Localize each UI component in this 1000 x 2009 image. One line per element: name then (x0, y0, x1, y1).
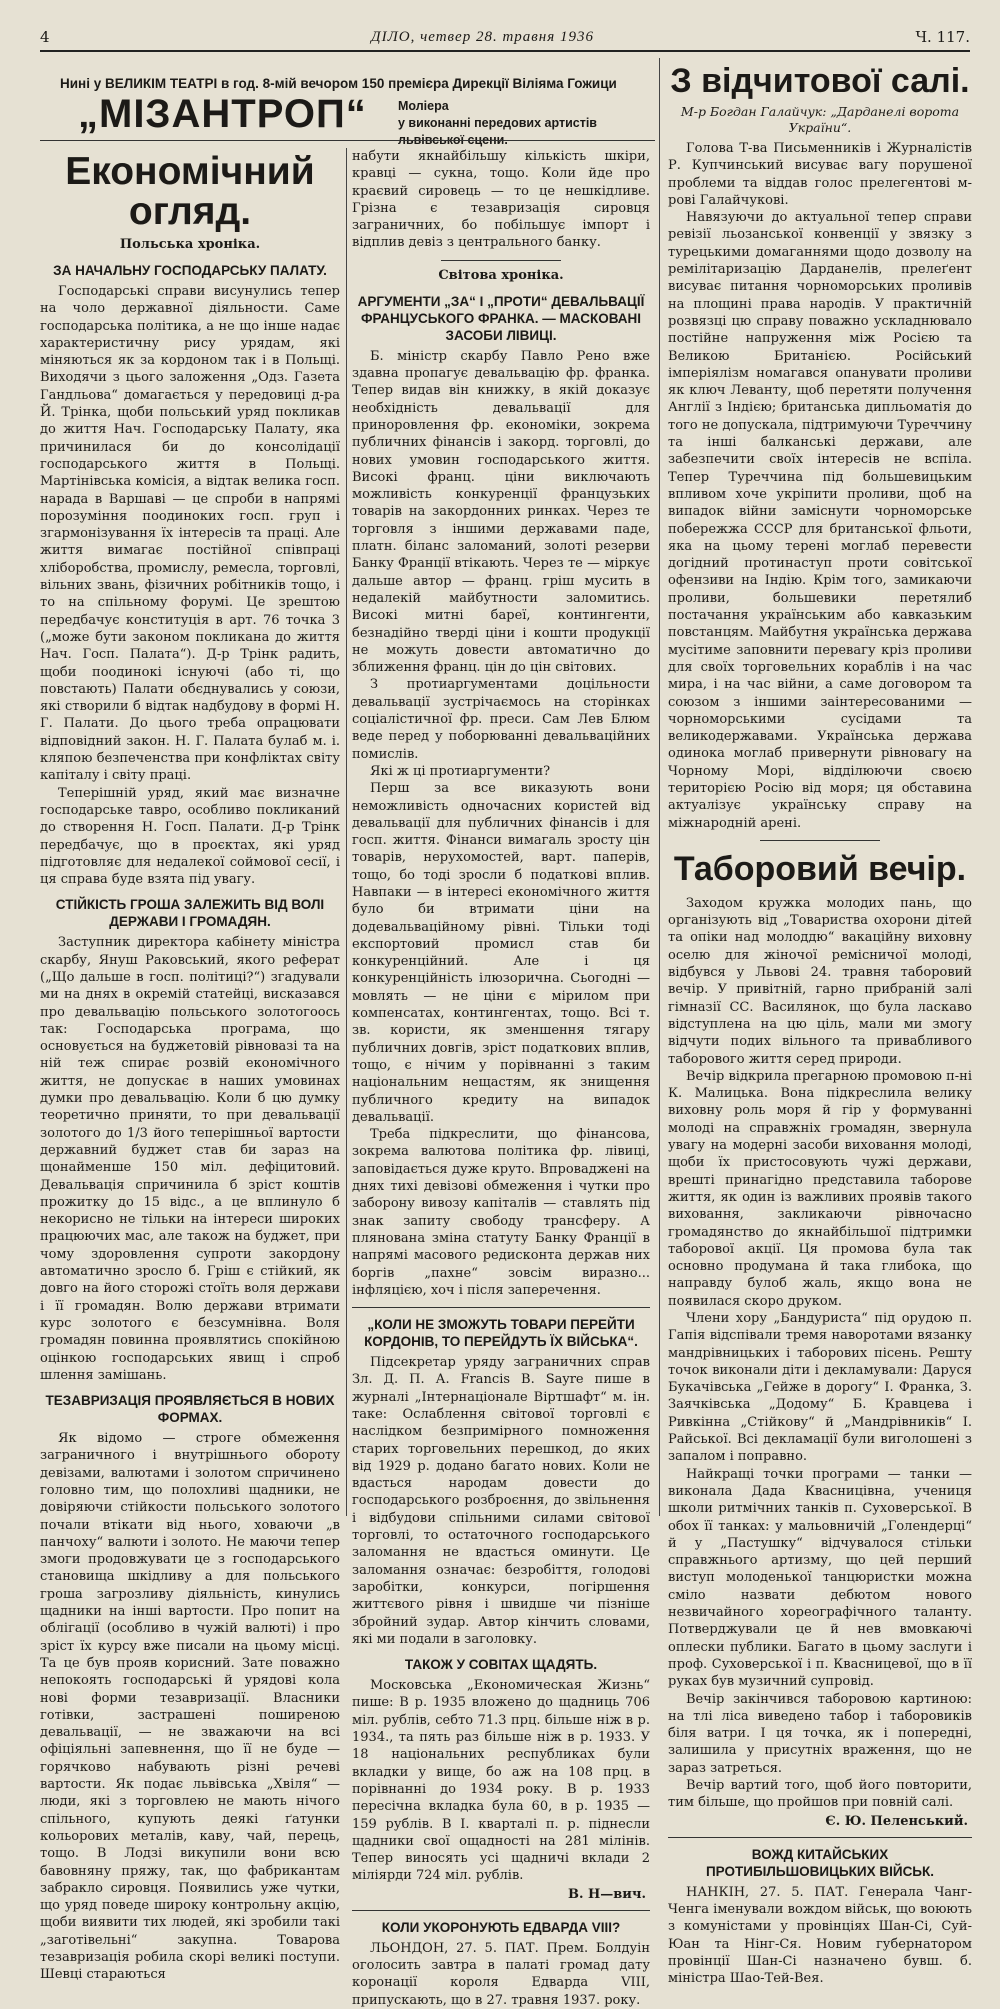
play-title: „МІЗАНТРОП“ (78, 92, 367, 136)
play-subtitle: у виконанні передових артистів львівської сцени. (398, 116, 597, 147)
column-3 (668, 60, 972, 1987)
article-text: Навязуючи до актуальної тепер справи ревізії льозанської конвенції у звязку з турецькими домаганнями щодо дозволу на ремілітаризацію Дарданелів, прелеґент висуває питання чорноморських проливів на площині права народів. У практичній розвязці цю справу поважно ускладнювало постійне напруження між Росією та Великою Британією. Російський імперіялізм номагався опанувати проливи як ключ Леванту, щоб перетяти получення Англії з Індією; британська дипльоматія до того не допускала, підтримуючи Туреччину та інші балканські держави, але забезпечити своїх інтересів не вспіла. Тепер Туреччина під большевицьким впливом хоче укріпити проливи, щоб на випадок війни заміснути чорноморське побережжа СССР для британської фльоти, яка на цьому терені моглаб перевести догідний протинаступ проти совітської офензиви на Індію. Крім того, замикаючи проливи, большевики перетялиб постачання українським або кавказьким повстанцям. Майбутня українська держава мусітиме заповнити перевагу кріз проливи для своїх торговельних кораблів і на час мира, і на час війни, а саме договором та союзом з іншими заінтересованими — чорноморськими сусідами та великодержавами. Українська держава одинока моглаб привернути рівновагу на Чорному Морі, відділюючи своєю територією Росію від моря; ця обставина актуалізує українську справу на міжнародній арені. (668, 210, 972, 831)
divider (352, 1307, 650, 1308)
theatre-announcement (40, 70, 655, 147)
banner-rule (40, 140, 655, 141)
play-author: Моліера (398, 99, 449, 113)
header-rule (40, 50, 970, 52)
article-title: ТЕЗАВРИЗАЦІЯ ПРОЯВЛЯЄТЬСЯ В НОВИХ ФОРМАХ. (45, 1393, 335, 1426)
article-text: Які ж ці протиаргументи? (370, 763, 551, 779)
divider (760, 840, 880, 841)
article-text: ЛЬОНДОН, 27. 5. ПАТ. Прем. Болдуін оголосить завтра в палаті громад дату коронації короля Едварда VIII, припускають, що в 27. травня 1937. року. (352, 1940, 650, 2008)
article-text: З протиаргументами доцільности девальвації зустрічаємось на сторінках соціалістичної фр. преси. Сам Лев Блюм веде перед у поборюванні девальваційних помислів. (352, 677, 650, 762)
divider (441, 260, 561, 261)
section-subtitle: Польська хроніка. (119, 237, 261, 252)
article-title: КОЛИ УКОРОНУЮТЬ ЕДВАРДА VIII? (381, 1919, 621, 1935)
article-text: Підсекретар уряду заграничних справ Зл. Д. П. А. Francis B. Sayre пише в журналі „Інтернаціонале Віртшафт“ м. ін. таке: Ослаблення світової торговлі є наслідком безпримірного помноження старих торговельних перешкод, до яких від 1929 р. додано багато нових. Коли не вдасться народам довести до господарського розброєння, до звільнення і відбудови спільними силами світової торговлі, то остаточного господарського заломання не вдасться оминути. Це заломання означає: безробіття, голодові заробітки, конкурси, погіршення життєвого рівня і швидше чи пізніше збройний зудар. Автор кінчить словами, які ми подали в заголовку. (352, 1355, 650, 1647)
article-text: Б. міністр скарбу Павло Рено вже здавна пропагує девальвацію фр. франка. Тепер видав він книжку, в якій доказує необхідність девальвації для приноровлення фр. економіки, зокрема публичних фінансів і закорд. торговлі, до нових умовин господарського життя. Високі франц. ціни виключають можливість конкуренції французьких товарів на закордонних ринках. Через те торговля з іншими державами паде, платн. біланс заломаний, золоті резерви Банку Франції втікають. Через те — міркує дальше автор — франц. гріш мусить в недалекій майбутности заломитись. Високі митні бареї, контингенти, безнадійно тверді ціни і кошти продукції не можуть довести автоматично до зближення франц. цін до цін світових. (352, 348, 650, 676)
section-heading: З відчитової салі. (670, 62, 970, 100)
newspaper-title: ДІЛО, четвер 28. травня 1936 (371, 29, 594, 45)
article-text: Найкращі точки програми — танки — виконала Дада Квасницівна, учениця школи ритмічних танків п. Суховерської. В обох її танках: у мальовничій „Голендерці“ й у „Пастушку“ відчувалося стільки справжнього артизму, що цей перший виступ молоденької танцюристки можна сміло назвати дебютом нового незвичайного хореографічного таланту. Потверджували це й нев вмовкаючі оплески публики. Багато в цьому заслуги і проф. Суховерської і п. Квасницевої, що в її руках був музичний супровід. (668, 1466, 972, 1690)
column-1 (40, 148, 340, 1983)
issue-number: Ч. 117. (915, 28, 970, 46)
article-text: Заступник директора кабінету міністра скарбу, Януш Раковський, якого реферат („Що дальше в госп. політиці?“) згадували ми на днях в окремій статейці, висказався про девальвацію польського золотогоось так: Господарська програма, що основується на буджетовій рівновазі та на ній теж спирає розвій економічного життя, не допускає в наших умовинах думки про девальвацію. Коли б цю думку теоретично приняти, то при девальвації золотого до 1/3 його теперішньої вартости державний буджет став би зараз на щонайменше 150 міл. дефіцитовий. Девальвація спричинила б зріст коштів прожитку до 15 відс., а це вплинуло б некорисно не тільки на інтереси широких працюючих мас, але також на буджет, при чому здоровлення супроти закордону автоматично зросло б. Гріш є стійкий, як довго на його сторожі стоїть воля держави і її громадян. Волю держави втримати курс золотого є безсумнівна. Воля громадян повинна проявлятись спокійною оцінкою господарських явищ і спроб шлення замішань. (40, 935, 340, 1383)
section-heading: Таборовий вечір. (673, 849, 967, 888)
article-title: ЗА НАЧАЛЬНУ ГОСПОДАРСЬКУ ПАЛАТУ. (53, 263, 327, 278)
column-divider (659, 58, 660, 1516)
article-text: набути якнайбільшу кількість шкіри, кравці — сукна, тощо. Коли йде про краєвий сировець — то це нешкідливе. Грізна є тезавризація сировця заграничних, бо побільшує імпорт і відплив девіз з центрального банку. (352, 149, 650, 251)
article-text: Заходом кружка молодих пань, що організують від „Товариства охорони дітей та опіки над молоддю“ вакаційну виховну оселю для жіночої ремісничої молоді, відбувся у Львові 24. травня таборовий вечір. У привітній, гарно прибраній залі гімназії СС. Василянок, що була ласкаво відступлена на цю ціль, мали ми змогу відчути подих вільного та привабливого таборового життя серед природи. (668, 895, 972, 1067)
section-subtitle: Світова хроніка. (438, 267, 564, 283)
article-text: Московська „Економическая Жизнь“ пише: В р. 1935 вложено до щадниць 706 міл. рублів, себто 71.3 прц. більше ніж в р. 1934., та пять раз більше ніж в р. 1933. У 18 національних республиках були вкладки у вище, бо аж на 108 прц. в порівнанні до 1934 року. В р. 1933 пересічна вкладка була 60, в р. 1935 — 159 рублів. В І. кварталі п. р. піднесли щадники свої ощадності на 281 мілінів. Тепер виносять усі щадничі вклади 2 міліярди 724 міл. рублів. (352, 1678, 650, 1884)
article-title: АРГУМЕНТИ „ЗА“ І „ПРОТИ“ ДЕВАЛЬВАЦІЇ ФРАНЦУСЬКОГО ФРАНКА. — МАСКОВАНІ ЗАСОБИ ЛІВИЦІ. (357, 293, 645, 343)
article-signature: Є. Ю. Пеленський. (825, 1813, 968, 1829)
page-number: 4 (40, 28, 50, 46)
play-details (398, 98, 655, 149)
article-title: СТІЙКІСТЬ ГРОША ЗАЛЕЖИТЬ ВІД ВОЛІ ДЕРЖАВИ І ГРОМАДЯН. (55, 897, 325, 930)
article-title: ВОЖД КИТАЙСЬКИХ ПРОТИБІЛЬШОВИЦЬКИХ ВІЙСЬК. (705, 1846, 935, 1879)
article-title: „КОЛИ НЕ ЗМОЖУТЬ ТОВАРИ ПЕРЕЙТИ КОРДОНІВ, ТО ПЕРЕЙДУТЬ ЇХ ВІЙСЬКА“. (364, 1317, 638, 1350)
article-text: Вечір відкрила прегарною промовою п-ні К. Малицька. Вона підкреслила велику виховну роль моря й гір у формуванні молоді на справжніх громадян, звернула увагу на модерні засоби виховання молоді, щоби їх пристосовують чужі держави, врешті принагідно представила таборове життя, як один із важливих проявів такого виховання, закликаючи рівночасно громадянство до якнайбільшої підтримки таборової акції. Ця промова була так основно продумана й така глибока, що направду булоб жаль, якщо вона не появилася скоро друком. (668, 1068, 972, 1309)
article-text: Голова Т-ва Письменників і Журналістів Р. Купчинський висуває вагу порушеної проблеми та віддав голос прелегентові м-рові Галайчукові. (668, 141, 972, 208)
article-text: Треба підкреслити, що фінансова, зокрема валютова політика фр. лівиці, заповідається дуже круто. Впроваджені на днях тихі девізові обмеження і чутки про заборону вивозу капіталів — ставлять під знак запиту свободу трансферу. А плянована зміна статуту Банку Франції в напрямі масового редисконта держав них боргів „пахне“ зовсім виразно... інфляцією, хоч і після заперечення. (352, 1127, 650, 1298)
divider (668, 1837, 972, 1838)
article-text: Як відомо — строге обмеження заграничного і внутрішнього обороту девізами, валютами і золотом спричинено головно тим, що полохливі щадники, не довіряючи стійкости польського золотого почали втікати від нього, ховаючи „в панчоху“ валюти і золото. Не маючи тепер змоги продовжувати це з господарського становища шкідливу а для польського гроша загрозливу діяльність, кинулись щадники на інші вартости. Про попит на облігації (особливо в чужій валюті) і про зріст їх курсу вже писали на цьому місці. Та це був прояв корисний. Зате поважно непокоять господарські й урядові кола нові форми тезавризації. Власники готівки, застрашені поширеною девальвації, — не зважаючи на всі офіціяльні запевнення, що її не буде — горячково набувають різні речеві вартости. Як подає львівська „Хвіля“ — люди, які з торговлею не мають нічого спільного, купують деякі ґатунки кольорових металів, каву, чай, перець, тощо. В Лодзі викупили вони всю бавовняну пряжу, так, що фабрикантам забракло сировця. Появились уже чутки, що уряд поведе широку контрольну акцію, щоби виявити тих людей, які зробили такі „заготівельні“ закупна. Товарова тезавризація робила скорі великі поступи. Шевці стараються (40, 1431, 340, 1983)
article-signature: В. Н—вич. (567, 1886, 646, 1902)
lecture-subtitle: М-р Богдан Галайчук: „Дарданелі ворота України“. (680, 104, 960, 135)
section-heading: Економічний огляд. (65, 150, 315, 233)
article-text: Вечір закінчився таборовою картиною: на тлі ліса виведено табор і таборовиків біля ватри. І ця точка, як і попередні, залишила у присутніх враження, що не зараз затреться. (668, 1691, 972, 1776)
article-text: Члени хору „Бандуриста“ під орудою п. Гапія відспівали тремя наворотами вязанку мандрівницьких і таборових пісень. Решту точок виконали діти і декламували: Даруся Букачівська „Гейже в дорогу“ І. Франка, З. Заячківська „Додому“ Б. Кравцева і Ривкінна „Стійкову“ й „Мандрівників“ І. Райської. Всі декламації були виголошені з запалом і поправно. (668, 1311, 972, 1465)
page-header (40, 22, 970, 46)
article-title: ТАКОЖ У СОВІТАХ ЩАДЯТЬ. (404, 1657, 598, 1673)
article-text: Вечір вартий того, щоб його повторити, тим більше, що пройшов при повній салі. (668, 1778, 972, 1811)
article-text: Теперішній уряд, який має визначне господарське тавро, особливо покликаний до створення Н. Госп. Палати. Д-р Трінк передбачує, що в проєктах, які уряд підготовляє для недалекої соймової сесії, і ця справа буде взята під увагу. (40, 785, 340, 888)
announcement-line: Нині у ВЕЛИКІМ ТЕАТРІ в год. 8-мій вечором 150 премієра Дирекції Віліяма Гожици (60, 76, 617, 91)
column-divider (346, 148, 347, 1516)
article-text: НАНКІН, 27. 5. ПАТ. Генерала Чанг-Ченга іменували вождом військ, що воюють з комуністами у провінціях Шан-Сі, Суй-Юан та Нінг-Ся. Новим губернатором провінції Шан-Сі назначено бувш. б. міністра Шао-Тей-Вея. (668, 1884, 972, 1987)
column-2 (352, 148, 650, 2008)
divider (352, 1910, 650, 1911)
article-text: Перш за все виказують вони неможливість одночасних користей від девальвації для публичних фінансів і для госп. життя. Фінанси вимагаль зросту цін товарів, нерухомостей, варт. паперів, тощо, бо тоді зросли б податкові вплив. Навпаки — в інтересі економічного життя було би втримати ціни на додевальваційному рівні. Тільки тоді експортовий промисл став би конкуренційний. Але і ця конкуренційність ілюзорична. Сьогодні — мовлять — не ціни є мірилом при компенсатах, контингентах, тощо. Всі т. зв. користи, як зменшення тягару публичних довгів, зріст податкових вплив, тощо, є нічим у порівнанні з таким національним нещастям, як знищення публичного кредиту на випадок девальвації. (352, 781, 650, 1125)
article-text: Господарські справи висунулись тепер на чоло державної діяльности. Саме господарська політика, а не що інше надає характеристичну рису урядам, які міняються як за кордоном так і в Польщі. Виходячи з цього заложення „Одз. Газета Гандльова“ домагається у передовиці д-ра Й. Трінка, щоби польський уряд покликав до життя Нач. Господарську Палату, яка причинилася би до консолідації господарського життя в Польщі. Мартінівська комісія, а відтак велика госп. нарада в Варшаві — це спроби в напрямі порозуміння поодиноких госп. груп і згармонізування їх інтересів та праці. Але життя вимагає постійної співпраці хліборобства, промислу, ремесла, торговлі, вільних звань, фізичних робітників тощо, і то на спільному форумі. Це зрештою передбачує конституція в арт. 76 точка 3 („може бути законом покликана до життя Нач. Госп. Палата“). Д-р Трінк радить, щоби поодинокі існуючі (або ті, що повстають) Палати обєднувались у союзи, які створили б відтак надбудову в формі Н. Г. Палати. До цього треба опрацювати відповідний закон. Н. Г. Палата булаб м. і. кляпою безпеченства при конфліктах світу капіталу і світу праці. (40, 284, 340, 784)
